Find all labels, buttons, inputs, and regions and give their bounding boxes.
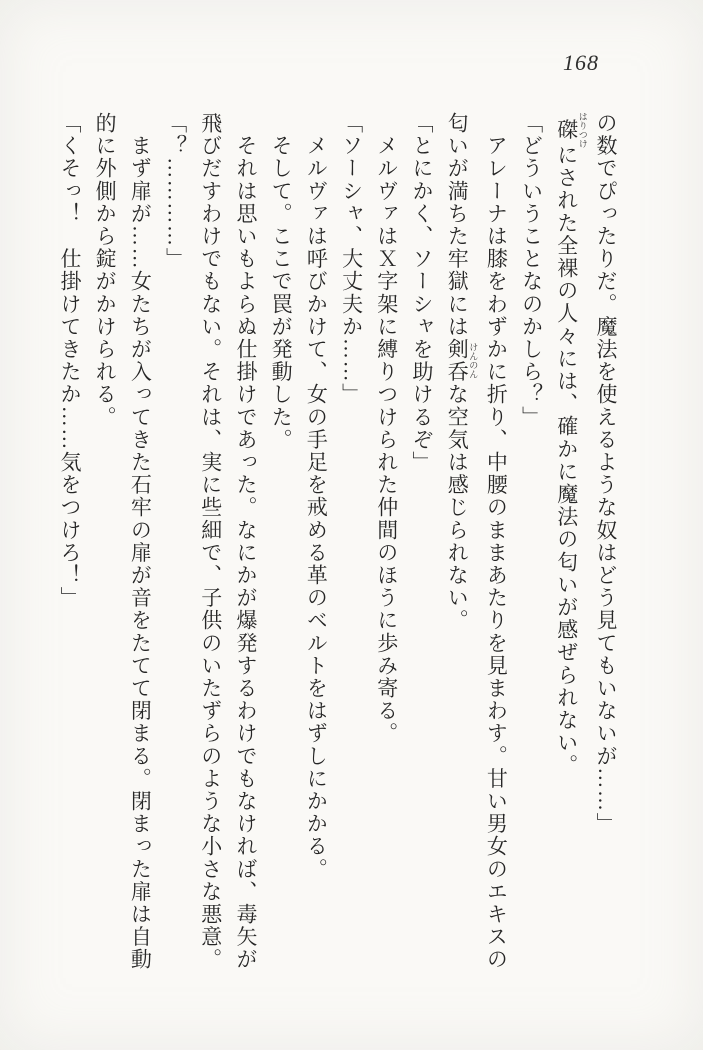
text-column: そして。ここで罠が発動した。 [269, 112, 294, 451]
text-column: 磔 はりつけにされた全裸の人々には、確かに魔法の匂いが感ぜられない。 [554, 112, 588, 777]
text-column: メルヴァはＸ字架に縛りつけられた仲間のほうに歩み寄る。 [374, 112, 399, 745]
text-column: 「とにかく、ソーシャを助けるぞ」 [409, 112, 434, 474]
text-column: メルヴァは呼びかけて、女の手足を戒める革のベルトをはずしにかかる。 [304, 112, 329, 881]
text-column: 「？…………」 [163, 112, 188, 271]
text-column: まず扉が……女たちが入ってきた石牢の扉が音をたてて閉まる。閉まった扉は自動 [128, 112, 153, 971]
text-column: 飛びだすわけでもない。それは、実に些細で、子供のいたずらのような小さな悪意。 [198, 112, 223, 971]
text-column: 匂いが満ちた牢獄には剣呑 けんのんな空気は感じられない。 [445, 112, 479, 632]
vertical-text-block [52, 112, 623, 997]
text-column: の数でぴったりだ。魔法を使えるような奴はどう見てもいないが……」 [594, 112, 618, 836]
text-column: 的に外側から錠がかけられる。 [93, 112, 118, 429]
text-column: 「どういうことなのかしら？」 [519, 112, 544, 429]
ruby-annotated-word: 剣呑 けんのん [445, 338, 479, 384]
text-column: 「くそっ！ 仕掛けてきたか……気をつけろ！」 [57, 112, 82, 610]
text-column: それは思いもよらぬ仕掛けであった。なにかが爆発するわけでもなければ、毒矢が [233, 112, 258, 971]
ruby-annotated-word: 磔 はりつけ [554, 112, 588, 148]
text-column: 「ソーシャ、大丈夫か……」 [339, 112, 364, 406]
page-number: 168 [563, 50, 599, 75]
text-column: アレーナは膝をわずかに折り、中腰のままあたりを見まわす。甘い男女のエキスの [484, 112, 509, 971]
